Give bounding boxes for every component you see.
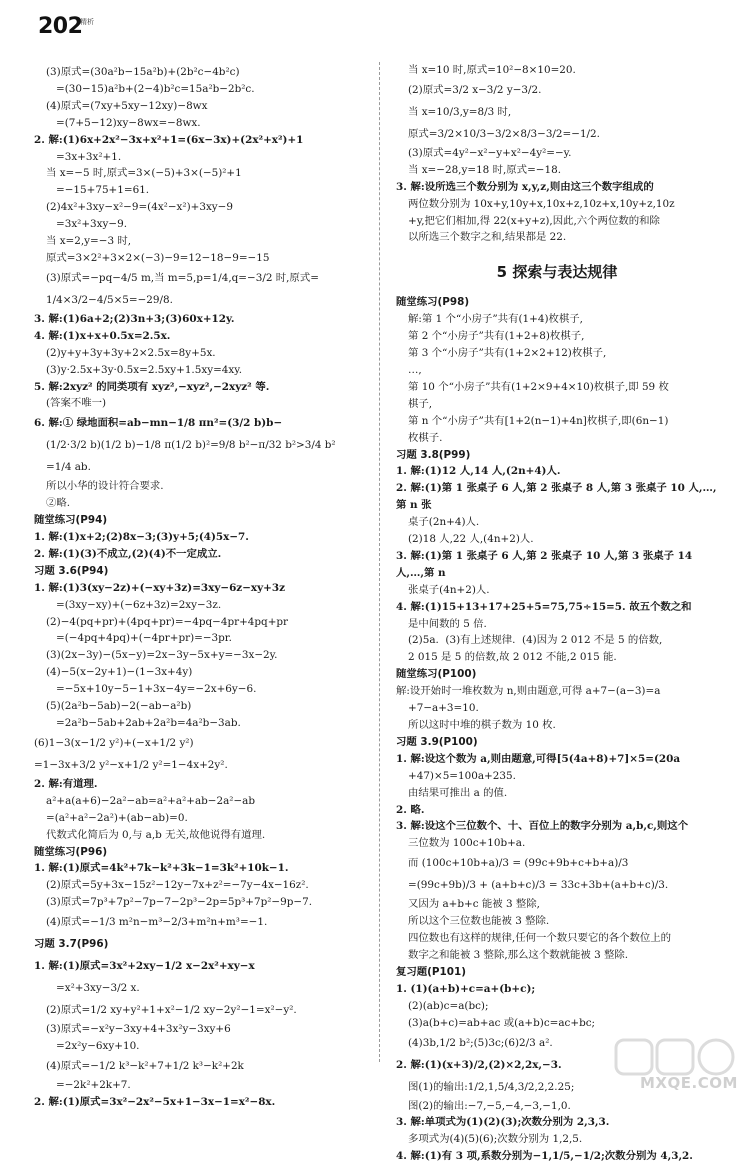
text-line: =3x²+3xy−9. <box>56 218 128 231</box>
text-line: …, <box>408 363 422 376</box>
text-line: 桌子(2n+4)人. <box>408 516 480 529</box>
problem-line: 2. 解:有道理. <box>34 777 98 790</box>
watermark-site: MXQE.COM <box>640 1074 738 1092</box>
text-line: 图(1)的输出:1/2,1,5/4,3/2,2,2.25; <box>408 1080 575 1093</box>
text-line: (2)4x²+3xy−x²−9=(4x²−x²)+3xy−9 <box>46 201 233 214</box>
text-line: (1/2·3/2 b)(1/2 b)−1/8 π(1/2 b)²=9/8 b²−π/32 b²>3/4 b² <box>46 439 336 452</box>
problem-line: 3. 解:(1)第 1 张桌子 6 人,第 2 张桌子 10 人,第 3 张桌子 14 人,…,第 n <box>396 549 693 579</box>
column-divider <box>379 62 380 1062</box>
text-line: (3)(2x−3y)−(5x−y)=2x−3y−5x+y=−3x−2y. <box>46 649 278 662</box>
page-mark: 精析 <box>80 18 94 26</box>
text-line: 所以这时中堆的棋子数为 10 枚. <box>408 719 556 731</box>
problem-line: 1. 解:(1)x+2;(2)8x−3;(3)y+5;(4)5x−7. <box>34 531 249 544</box>
text-line: (2)(ab)c=a(bc); <box>408 999 489 1012</box>
problem-line: 1. 解:(1)3(xy−2z)+(−xy+3z)=3xy−6z−xy+3z <box>34 581 285 594</box>
text-line: +7−a+3=10. <box>408 702 479 715</box>
text-line: (6)1−3(x−1/2 y²)+(−x+1/2 y²) <box>34 736 194 749</box>
text-line: (4)3b,1/2 b²;(5)3c;(6)2/3 a². <box>408 1036 553 1049</box>
text-line: =(99c+9b)/3 + (a+b+c)/3 = 33c+3b+(a+b+c)/3. <box>408 879 669 892</box>
section-heading: 随堂练习(P96) <box>34 845 108 858</box>
text-line: 枚棋子. <box>408 431 443 444</box>
text-line: (2)18 人,22 人,(4n+2)人. <box>408 533 534 546</box>
text-line: 当 x=−5 时,原式=3×(−5)+3×(−5)²+1 <box>46 167 242 180</box>
problem-line: 4. 解:(1)有 3 项,系数分别为−1,1/5,−1/2;次数分别为 4,3,2. <box>396 1150 693 1163</box>
problem-line: 2. 解:(1)6x+2x²−3x+x²+1=(6x−3x)+(2x²+x²)+1 <box>34 133 304 146</box>
problem-line: 1. (1)(a+b)+c=a+(b+c); <box>396 982 536 995</box>
section-heading: 随堂练习(P98) <box>396 296 470 309</box>
text-line: 多项式为(4)(5)(6);次数分别为 1,2,5. <box>408 1133 583 1146</box>
section-heading: 随堂练习(P100) <box>396 668 477 681</box>
text-line: =1/4 ab. <box>46 461 91 474</box>
text-line: +y,把它们相加,得 22(x+y+z),因此,六个两位数的和除 <box>408 214 660 227</box>
text-line: =(a²+a²−2a²)+(ab−ab)=0. <box>46 811 188 824</box>
text-line: 当 x=10/3,y=8/3 时, <box>408 105 512 118</box>
section-heading: 习题 3.8(P99) <box>396 448 471 461</box>
left-column <box>34 64 356 1111</box>
section-heading: 习题 3.9(P100) <box>396 735 478 748</box>
problem-line: 1. 解:(1)12 人,14 人,(2n+4)人. <box>396 465 561 478</box>
right-column <box>396 62 718 1165</box>
text-line: 四位数也有这样的规律,任何一个数只要它的各个数位上的 <box>408 932 672 945</box>
section-heading: 随堂练习(P94) <box>34 514 108 527</box>
text-line: (4)原式=−1/3 m²n−m³−2/3+m²n+m³=−1. <box>46 916 268 929</box>
text-line: 所以小华的设计符合要求. <box>46 480 164 493</box>
problem-line: 4. 解:(1)x+x+0.5x=2.5x. <box>34 329 171 342</box>
text-line: 所以这个三位数也能被 3 整除. <box>408 915 550 928</box>
text-line: (3)原式=(30a²b−15a²b)+(2b²c−4b²c) <box>46 66 240 78</box>
problem-line: 1. 解:设这个数为 a,则由题意,可得[5(4a+8)+7]×5=(20a <box>396 752 681 765</box>
section-title: 5 探索与表达规律 <box>496 263 618 282</box>
text-line: 解:设开始时一堆枚数为 n,则由题意,可得 a+7−(a−3)=a <box>396 685 661 698</box>
text-line: 是中间数的 5 倍. <box>408 617 487 630</box>
text-line: 原式=3×2²+3×2×(−3)−9=12−18−9=−15 <box>46 251 270 264</box>
text-line: a²+a(a+6)−2a²−ab=a²+a²+ab−2a²−ab <box>46 794 256 807</box>
text-line: (3)a(b+c)=ab+ac 或(a+b)c=ac+bc; <box>408 1016 596 1029</box>
text-line: (4)−5(x−2y+1)−(1−3x+4y) <box>46 666 193 679</box>
text-line: 原式=3/2×10/3−3/2×8/3−3/2=−1/2. <box>408 127 600 140</box>
text-line: (3)原式=7p³+7p²−7p−7−2p³−2p=5p³+7p²−9p−7. <box>46 896 313 909</box>
text-line: (2)5a. (3)有上述规律. (4)因为 2 012 不是 5 的倍数, <box>408 634 663 647</box>
text-line: (答案不唯一) <box>46 397 107 410</box>
text-line: (3)原式=4y²−x²−y+x²−4y²=−y. <box>408 146 572 159</box>
problem-line: 2. 解:(1)第 1 张桌子 6 人,第 2 张桌子 8 人,第 3 张桌子 10 人,…,第 n 张 <box>396 482 717 512</box>
problem-line: 3. 解:设所选三个数分别为 x,y,z,则由这三个数字组成的 <box>396 180 654 193</box>
text-line: 而 (100c+10b+a)/3 = (99c+9b+c+b+a)/3 <box>408 857 629 870</box>
text-line: 三位数为 100c+10b+a. <box>408 837 526 850</box>
problem-line: 3. 解:(1)6a+2;(2)3n+3;(3)60x+12y. <box>34 312 235 325</box>
text-line: =−2k²+2k+7. <box>56 1078 131 1091</box>
text-line: =2x²y−6xy+10. <box>56 1040 140 1053</box>
text-line: =2a²b−5ab+2ab+2a²b=4a²b−3ab. <box>56 717 241 729</box>
text-line: 代数式化简后为 0,与 a,b 无关,故他说得有道理. <box>46 828 266 841</box>
text-line: =(30−15)a²b+(2−4)b²c=15a²b−2b²c. <box>56 82 255 95</box>
text-line: 第 3 个“小房子”共有(1+2×2+12)枚棋子, <box>408 347 607 360</box>
problem-line: 6. 解:① 绿地面积=ab−mn−1/8 πn²=(3/2 b)b− <box>34 417 283 430</box>
text-line: (4)原式=−1/2 k³−k²+7+1/2 k³−k²+2k <box>46 1059 244 1072</box>
text-line: 当 x=10 时,原式=10²−8×10=20. <box>408 64 576 76</box>
text-line: =(−4pq+4pq)+(−4pr+pr)=−3pr. <box>56 632 232 645</box>
text-line: 两位数分别为 10x+y,10y+x,10x+z,10z+x,10y+z,10z <box>408 197 675 210</box>
problem-line: 2. 略. <box>396 803 425 816</box>
text-line: (3)y·2.5x+3y·0.5x=2.5xy+1.5xy=4xy. <box>46 363 243 376</box>
problem-line: 3. 解:设这个三位数个、十、百位上的数字分别为 a,b,c,则这个 <box>396 820 689 833</box>
text-line: (2)原式=1/2 xy+y²+1+x²−1/2 xy−2y²−1=x²−y². <box>46 1004 297 1017</box>
text-line: =(7+5−12)xy−8wx=−8wx. <box>56 116 201 129</box>
problem-line: 1. 解:(1)原式=4k²+7k−k²+3k−1=3k²+10k−1. <box>34 862 289 875</box>
text-line: =3x+3x²+1. <box>56 150 122 163</box>
section-heading: 习题 3.6(P94) <box>34 564 109 577</box>
section-heading: 复习题(P101) <box>396 965 466 978</box>
text-line: 第 2 个“小房子”共有(1+2+8)枚棋子, <box>408 330 585 343</box>
text-line: 以所选三个数字之和,结果都是 22. <box>408 231 567 244</box>
text-line: 解:第 1 个“小房子”共有(1+4)枚棋子, <box>408 313 583 326</box>
text-line: =(3xy−xy)+(−6z+3z)=2xy−3z. <box>56 598 222 611</box>
text-line: (2)y+y+3y+3y+2×2.5x=8y+5x. <box>46 346 216 359</box>
text-line: (2)原式=5y+3x−15z²−12y−7x+z²=−7y−4x−16z². <box>46 879 309 892</box>
page-number: 202 <box>38 14 83 39</box>
problem-line: 5. 解:2xyz² 的同类项有 xyz²,−xyz²,−2xyz² 等. <box>34 380 270 393</box>
text-line: 当 x=−28,y=18 时,原式=−18. <box>408 163 562 176</box>
text-line: =−15+75+1=61. <box>56 184 150 197</box>
problem-line: 2. 解:(1)(3)不成立,(2)(4)不一定成立. <box>34 547 222 560</box>
text-line: 由结果可推出 a 的值. <box>408 786 508 799</box>
text-line: 第 n 个“小房子”共有[1+2(n−1)+4n]枚棋子,即(6n−1) <box>408 414 669 427</box>
problem-line: 2. 解:(1)原式=3x²−2x²−5x+1−3x−1=x²−8x. <box>34 1095 276 1108</box>
text-line: 又因为 a+b+c 能被 3 整除, <box>408 898 540 911</box>
text-line: 图(2)的输出:−7,−5,−4,−3,−1,0. <box>408 1099 571 1112</box>
text-line: (5)(2a²b−5ab)−2(−ab−a²b) <box>46 700 192 713</box>
text-line: 数字之和能被 3 整除,那么这个数就能被 3 整除. <box>408 948 629 961</box>
text-line: =x²+3xy−3/2 x. <box>56 982 140 995</box>
text-line: (3)原式=−pq−4/5 m,当 m=5,p=1/4,q=−3/2 时,原式= <box>46 271 319 284</box>
text-line: 张桌子(4n+2)人. <box>408 583 490 596</box>
text-line: +47)×5=100a+235. <box>408 769 516 782</box>
text-line: ②略. <box>46 497 71 510</box>
text-line: 棋子, <box>408 397 433 410</box>
section-heading: 习题 3.7(P96) <box>34 938 109 951</box>
text-line: 2 015 是 5 的倍数,故 2 012 不能,2 015 能. <box>408 651 617 664</box>
text-line: 1/4×3/2−4/5×5=−29/8. <box>46 293 173 306</box>
problem-line: 1. 解:(1)原式=3x²+2xy−1/2 x−2x²+xy−x <box>34 960 255 973</box>
text-line: 第 10 个“小房子”共有(1+2×9+4×10)枚棋子,即 59 枚 <box>408 380 669 393</box>
problem-line: 3. 解:单项式为(1)(2)(3);次数分别为 2,3,3. <box>396 1116 610 1129</box>
text-line: (2)−4(pq+pr)+(4pq+pr)=−4pq−4pr+4pq+pr <box>46 615 289 628</box>
text-line: (2)原式=3/2 x−3/2 y−3/2. <box>408 83 542 96</box>
problem-line: 2. 解:(1)(x+3)/2,(2)×2,2x,−3. <box>396 1058 562 1071</box>
text-line: =1−3x+3/2 y²−x+1/2 y²=1−4x+2y². <box>34 758 228 771</box>
text-line: 当 x=2,y=−3 时, <box>46 235 132 248</box>
text-line: =−5x+10y−5−1+3x−4y=−2x+6y−6. <box>56 683 257 696</box>
text-line: (3)原式=−x²y−3xy+4+3x²y−3xy+6 <box>46 1023 231 1036</box>
text-line: (4)原式=(7xy+5xy−12xy)−8wx <box>46 99 208 112</box>
problem-line: 4. 解:(1)15+13+17+25+5=75,75÷15=5. 故五个数之和 <box>396 600 692 613</box>
